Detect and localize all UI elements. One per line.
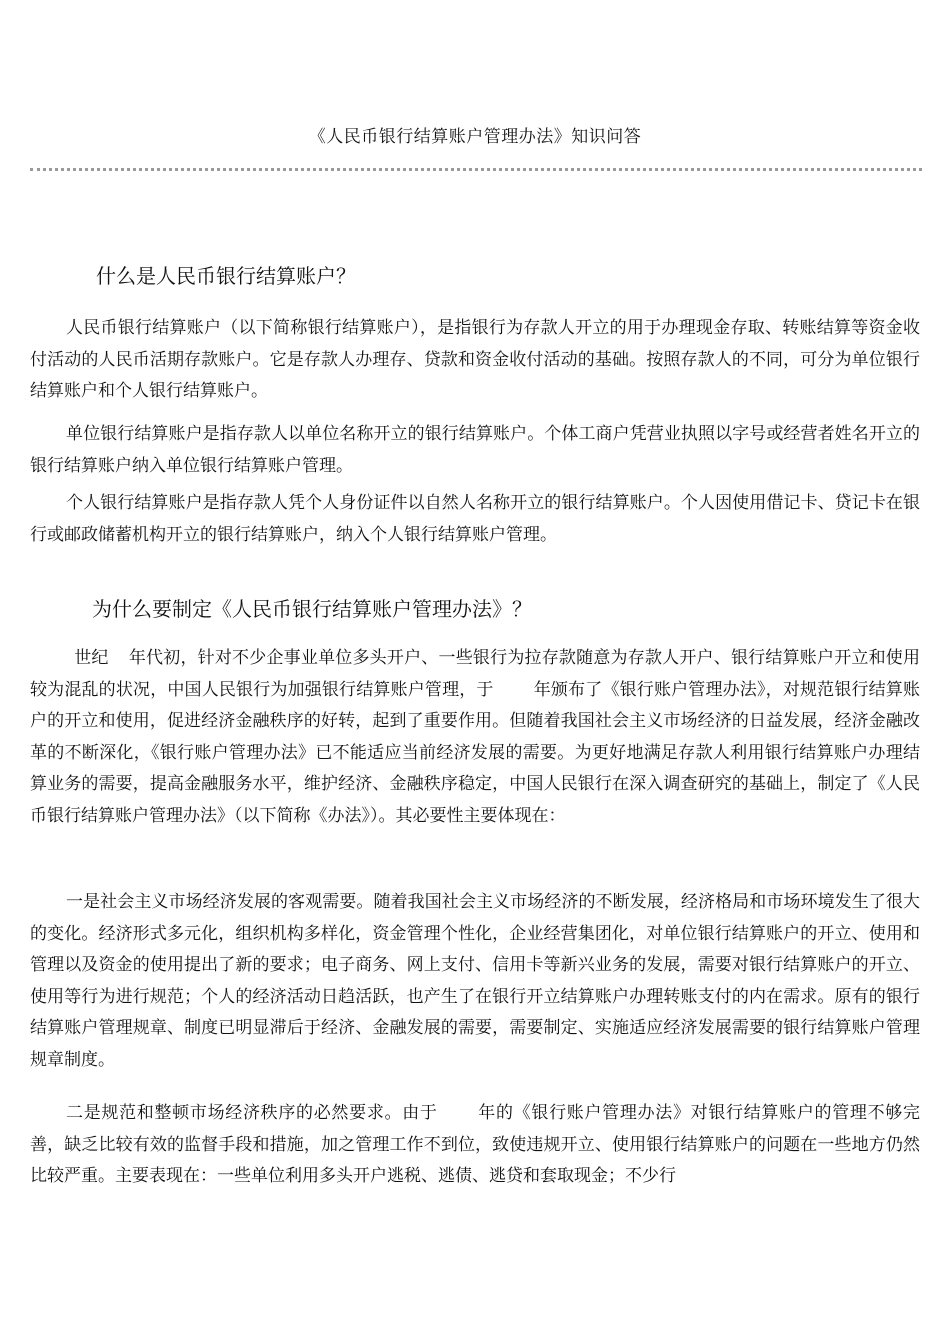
paragraph-reason-two: [30, 1098, 920, 1193]
text-segment: 世纪: [74, 648, 109, 668]
paragraph-personal-account: 个人银行结算账户是指存款人凭个人身份证件以自然人名称开立的银行结算账户。个人因使用借记卡、贷记卡在银行或邮政储蓄机构开立的银行结算账户，纳入个人银行结算账户管理。: [30, 493, 920, 545]
paragraph-background: [30, 643, 920, 833]
paragraph-definition: 人民币银行结算账户（以下简称银行结算账户），是指银行为存款人开立的用于办理现金存取、转账结算等资金收付活动的人民币活期存款账户。它是存款人办理存、贷款和资金收付活动的基础。按照存款人的不同，可分为单位银行结算账户和个人银行结算账户。: [30, 318, 920, 402]
question-heading-1: 什么是人民币银行结算账户？: [96, 264, 356, 288]
text-segment: 年代初，针对不少企事业单位多头开户、一些银行为拉存款随意为存款人开户、银行结算账户开立和使用较为混乱的状况，中国人民银行为加强银行结算账户管理，于: [30, 648, 921, 700]
text-segment: 年颁布了《银行账户管理办法》，对规范银行结算账户的开立和使用，促进经济金融秩序的好转，起到了重要作用。但随着我国社会主义市场经济的日益发展，经济金融改革的不断深化，《银行账户管理办法》已不能适应当前经济发展的需要。为更好地满足存款人利用银行结算账户办理结算业务的需要，提高金融服务水平，维护经济、金融秩序稳定，中国人民银行在深入调查研究的基础上，制定了《人民币银行结算账户管理办法》（以下简称《办法》）。其必要性主要体现在：: [30, 679, 921, 826]
document-title: 《人民币银行结算账户管理办法》知识问答: [308, 127, 642, 147]
paragraph-reason-one: 一是社会主义市场经济发展的客观需要。随着我国社会主义市场经济的不断发展，经济格局和市场环境发生了很大的变化。经济形式多元化，组织机构多样化，资金管理个性化，企业经营集团化，对单位银行结算账户的开立、使用和管理以及资金的使用提出了新的要求；电子商务、网上支付、信用卡等新兴业务的发展，需要对银行结算账户的开立、使用等行为进行规范；个人的经济活动日趋活跃，也产生了在银行开立结算账户办理转账支付的内在需求。原有的银行结算账户管理规章、制度已明显滞后于经济、金融发展的需要，需要制定、实施适应经济发展需要的银行结算账户管理规章制度。: [30, 892, 920, 1070]
paragraph-unit-account: 单位银行结算账户是指存款人以单位名称开立的银行结算账户。个体工商户凭营业执照以字号或经营者姓名开立的银行结算账户纳入单位银行结算账户管理。: [30, 424, 920, 476]
question-heading-2: 为什么要制定《人民币银行结算账户管理办法》？: [92, 597, 532, 621]
text-segment: 二是规范和整顿市场经济秩序的必然要求。由于: [66, 1103, 438, 1123]
text-segment: 年的《银行账户管理办法》对银行结算账户的管理不够完善，缺乏比较有效的监督手段和措施，加之管理工作不到位，致使违规开立、使用银行结算账户的问题在一些地方仍然比较严重。主要表现在：一些单位利用多头开户逃税、逃债、逃贷和套取现金；不少行: [30, 1103, 920, 1187]
dotted-divider: [30, 168, 922, 171]
